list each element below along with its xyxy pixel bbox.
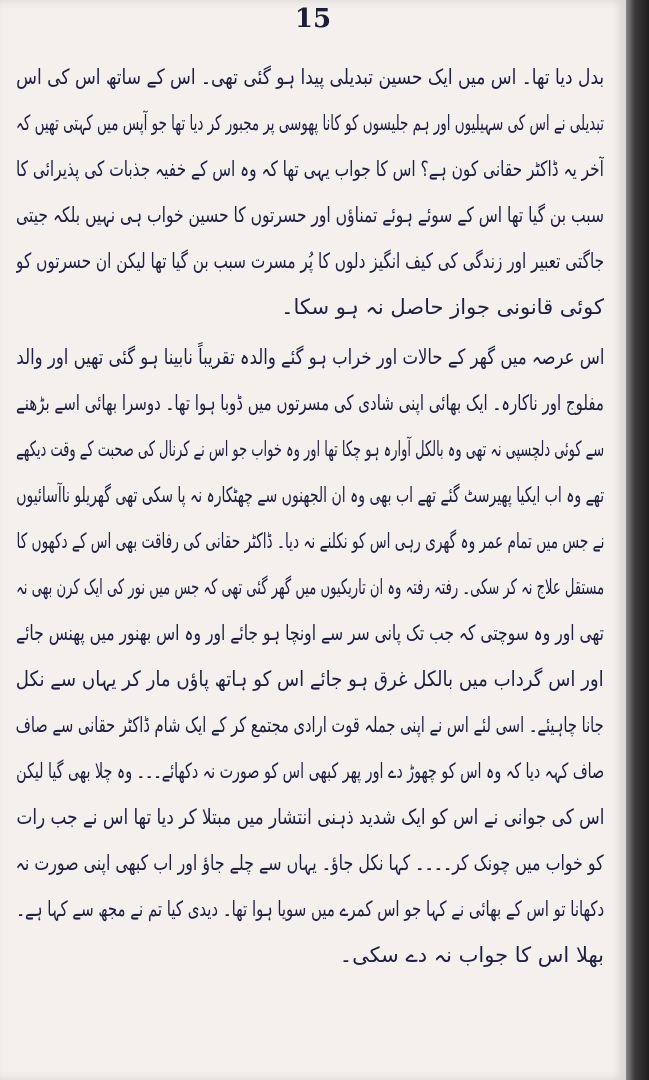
text-line: جاگتی تعبیر اور زندگی کی کیف انگیز دلوں کا پُر مسرت سبب بن گیا تھا لیکن ان حسرتوں کو: [15, 249, 604, 273]
text-line: دکھانا تو اس کے بھائی نے کہا جو اس کمرے میں سویا ہوا تھا۔ دیدی کیا تم نے مجھ سے کہا ہے۔: [15, 897, 604, 921]
text-line: آخر یہ ڈاکٹر حقانی کون ہے؟ اس کا جواب یہی تھا کہ وہ اس کے خفیہ جذبات کی پذیرائی کا: [16, 157, 604, 181]
text-line: بدل دیا تھا۔ اس میں ایک حسین تبدیلی پیدا ہو گئی تھی۔ اس کے ساتھ اس کی اس: [15, 65, 604, 89]
text-line: اس عرصہ میں گھر کے حالات اور خراب ہو گئے والدہ تقریباً نابینا ہو گئی تھیں اور والد: [16, 345, 604, 369]
text-line: بھلا اس کا جواب نہ دے سکی۔: [339, 943, 604, 967]
text-line: مفلوج اور ناکارہ۔ ایک بھائی اپنی شادی کی مسرتوں میں ڈوبا ہوا تھا۔ دوسرا بھائی اسے بڑھنے: [15, 391, 604, 415]
text-line: سبب بن گیا تھا اس کے سوئے ہوئے تمناؤں اور حسرتوں کا حسین خواب ہی نہیں بلکہ جیتی: [16, 203, 604, 227]
book-spine-edge: [626, 0, 649, 1080]
text-line: تھی اور وہ سوچتی کہ جب تک پانی سر سے اونچا ہو جائے اور وہ اس بھنور میں پھنس جائے: [15, 621, 604, 645]
page-number: 15: [294, 4, 332, 34]
text-line: جانا چاہیئے۔ اسی لئے اس نے اپنی جملہ قوت ارادی مجتمع کر کے ایک شام ڈاکٹر حقانی سے صاف: [15, 713, 604, 737]
text-line: تھے وہ اب ایکیا پھیرسٹ گئے تھے اب بھی وہ ان الجھنوں سے چھٹکارہ نہ پا سکی تھی گھریلو ناآسائیوں: [16, 483, 604, 507]
text-line: صاف کہہ دیا کہ وہ اس کو چھوڑ دے اور پھر کبھی اس کو صورت نہ دکھائے۔۔۔ وہ چلا بھی گیا لیکن: [15, 759, 604, 783]
text-line: تبدیلی نے اس کی سہیلیوں اور ہم جلیسوں کو کانا پھوسی پر مجبور کر دیا تھا جو آپس میں کہتی تھیں کہ: [15, 111, 604, 135]
text-line: سے کوئی دلچسپی نہ تھی وہ بالکل آوارہ ہو چکا تھا اور وہ خواب جو اس نے کرنال کی صحبت کے وقت دیکھے: [15, 437, 604, 461]
text-line: اور اس گرداب میں بالکل غرق ہو جائے اس کو ہاتھ پاؤں مار کر یہاں سے نکل: [15, 667, 604, 691]
text-line: اس کی جوانی نے اس کو ایک شدید ذہنی انتشار میں مبتلا کر دیا تھا اس نے جب رات: [15, 805, 604, 829]
text-line: کو خواب میں چونک کر۔۔۔۔ کہا نکل جاؤ۔ یہاں سے چلے جاؤ اور اب کبھی اپنی صورت نہ: [16, 851, 604, 875]
text-line: کوئی قانونی جواز حاصل نہ ہو سکا۔: [281, 295, 604, 319]
text-line: نے جس میں تمام عمر وہ گھری رہی اس کو نکلنے نہ دیا۔ ڈاکٹر حقانی کی رفاقت بھی اس کے دکھوں کا: [16, 529, 604, 553]
text-line: مستقل علاج نہ کر سکی۔ رفتہ رفتہ وہ ان تاریکیوں میں گھر گئی تھی کہ جس میں نور کی ایک کرن بھی نہ: [15, 575, 604, 599]
